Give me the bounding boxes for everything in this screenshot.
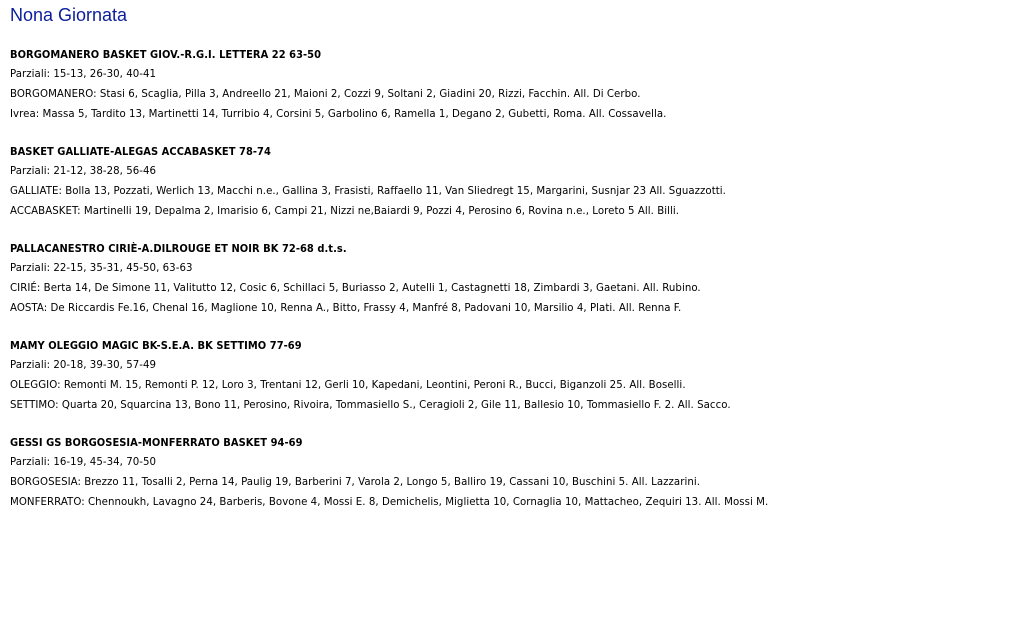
game-block	[10, 433, 1004, 513]
home-roster: OLEGGIO: Remonti M. 15, Remonti P. 12, Loro 3, Trentani 12, Gerli 10, Kapedani, Leontini, Peroni R., Bucci, Biganzoli 25. All. Boselli.	[10, 380, 686, 391]
game-heading: BORGOMANERO BASKET GIOV.-R.G.I. LETTERA 22 63-50	[10, 48, 322, 61]
game-partials: Parziali: 15-13, 26-30, 40-41	[10, 69, 157, 80]
game-heading: PALLACANESTRO CIRIÈ-A.DILROUGE ET NOIR BK 72-68 d.t.s.	[10, 242, 347, 255]
game-block	[10, 142, 1004, 222]
game-partials: Parziali: 21-12, 38-28, 56-46	[10, 166, 157, 177]
game-heading: GESSI GS BORGOSESIA-MONFERRATO BASKET 94-69	[10, 436, 303, 449]
game-heading: MAMY OLEGGIO MAGIC BK-S.E.A. BK SETTIMO 77-69	[10, 339, 302, 352]
game-block	[10, 239, 1004, 319]
page-title: Nona Giornata	[10, 5, 128, 25]
game-block	[10, 336, 1004, 416]
games-list	[10, 45, 1004, 513]
away-roster: MONFERRATO: Chennoukh, Lavagno 24, Barberis, Bovone 4, Mossi E. 8, Demichelis, Miglietta 10, Cornaglia 10, Mattacheo, Zequiri 13. All. Mossi M.	[10, 497, 769, 508]
home-roster: BORGOSESIA: Brezzo 11, Tosalli 2, Perna 14, Paulig 19, Barberini 7, Varola 2, Longo 5, Balliro 19, Cassani 10, Buschini 5. All. Lazzarini.	[10, 477, 701, 488]
away-roster: Ivrea: Massa 5, Tardito 13, Martinetti 14, Turribio 4, Corsini 5, Garbolino 6, Ramella 1, Degano 2, Gubetti, Roma. All. Cossavella.	[10, 109, 667, 120]
home-roster: GALLIATE: Bolla 13, Pozzati, Werlich 13, Macchi n.e., Gallina 3, Frasisti, Raffaello 11, Van Sliedregt 15, Margarini, Susnjar 23 All. Sguazzotti.	[10, 186, 726, 197]
game-partials: Parziali: 16-19, 45-34, 70-50	[10, 457, 157, 468]
away-roster: SETTIMO: Quarta 20, Squarcina 13, Bono 11, Perosino, Rivoira, Tommasiello S., Ceragioli 2, Gile 11, Ballesio 10, Tommasiello F. 2. All. Sacco.	[10, 400, 731, 411]
away-roster: ACCABASKET: Martinelli 19, Depalma 2, Imarisio 6, Campi 21, Nizzi ne,Baiardi 9, Pozzi 4, Perosino 6, Rovina n.e., Loreto 5 All. Billi.	[10, 206, 680, 217]
game-partials: Parziali: 22-15, 35-31, 45-50, 63-63	[10, 263, 193, 274]
game-block	[10, 45, 1004, 125]
away-roster: AOSTA: De Riccardis Fe.16, Chenal 16, Maglione 10, Renna A., Bitto, Frassy 4, Manfré 8, Padovani 10, Marsilio 4, Plati. All. Renna F.	[10, 303, 682, 314]
game-partials: Parziali: 20-18, 39-30, 57-49	[10, 360, 157, 371]
home-roster: BORGOMANERO: Stasi 6, Scaglia, Pilla 3, Andreello 21, Maioni 2, Cozzi 9, Soltani 2, Giadini 20, Rizzi, Facchin. All. Di Cerbo.	[10, 89, 641, 100]
game-heading: BASKET GALLIATE-ALEGAS ACCABASKET 78-74	[10, 145, 271, 158]
home-roster: CIRIÉ: Berta 14, De Simone 11, Valitutto 12, Cosic 6, Schillaci 5, Buriasso 2, Autelli 1, Castagnetti 18, Zimbardi 3, Gaetani. All. Rubino.	[10, 283, 701, 294]
